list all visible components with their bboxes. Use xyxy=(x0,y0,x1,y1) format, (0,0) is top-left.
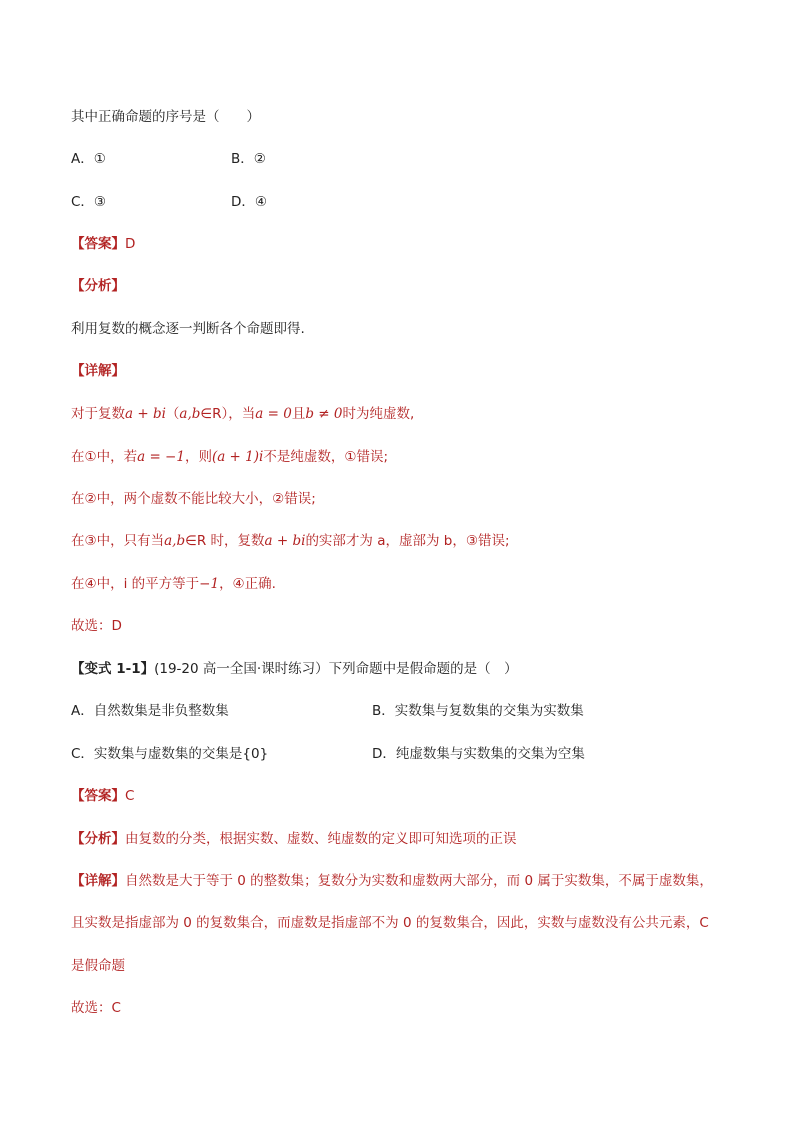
math-expression: (a + 1)i xyxy=(211,449,264,465)
text-segment: ∈R），当 xyxy=(200,406,256,422)
q1-analysis-text: 利用复数的概念逐一判断各个命题即得. xyxy=(71,321,305,337)
math-expression: a = −1 xyxy=(137,449,185,465)
text-segment: ∈R 时，复数 xyxy=(185,533,265,549)
question-stem: 其中正确命题的序号是（ ） xyxy=(71,109,260,125)
q2-option-d: D．纯虚数集与实数集的交集为空集 xyxy=(372,746,585,762)
q1-answer-value: D xyxy=(125,236,136,252)
text-segment: ，④正确. xyxy=(219,576,276,592)
math-expression: a,b xyxy=(164,533,186,549)
text-segment: 的实部才为 a，虚部为 b，③错误; xyxy=(305,533,510,549)
q2-analysis-text: 由复数的分类，根据实数、虚数、纯虚数的定义即可知选项的正误 xyxy=(125,831,517,847)
q2-option-c: C．实数集与虚数集的交集是{0} xyxy=(71,746,269,762)
q2-detail-line-1 xyxy=(71,872,713,890)
text-segment: 在③中，只有当 xyxy=(71,533,165,549)
q2-detail-line-3: 是假命题 xyxy=(71,958,125,974)
option-d: D．④ xyxy=(231,194,267,210)
text-segment: 在①中，若 xyxy=(71,449,138,465)
math-expression: a = 0 xyxy=(255,406,292,422)
q2-detail-text-1: 自然数是大于等于 0 的整数集；复数分为实数和虚数两大部分，而 0 属于实数集，不属于虚数集， xyxy=(125,873,713,889)
q2-analysis xyxy=(71,830,517,848)
q1-detail-label: 【详解】 xyxy=(71,363,125,379)
q1-answer-label: 【答案】 xyxy=(71,236,125,252)
q1-detail-line-3: 在②中，两个虚数不能比较大小，②错误; xyxy=(71,491,316,507)
q1-conclusion: 故选：D xyxy=(71,618,122,634)
text-segment: 不是纯虚数，①错误; xyxy=(263,449,388,465)
text-segment: （ xyxy=(165,406,180,422)
text-segment: 对于复数 xyxy=(71,406,125,422)
q1-detail-line-2 xyxy=(71,448,388,466)
math-expression: a + bi xyxy=(125,406,166,422)
q1-detail-line-5 xyxy=(71,575,276,593)
q2-analysis-label: 【分析】 xyxy=(71,831,125,847)
math-expression: −1 xyxy=(199,576,220,592)
q2-stem xyxy=(71,660,518,678)
text-segment: 在④中，i 的平方等于 xyxy=(71,576,200,592)
q2-answer-label: 【答案】 xyxy=(71,788,125,804)
q2-option-a: A．自然数集是非负整数集 xyxy=(71,703,229,719)
q1-analysis-label: 【分析】 xyxy=(71,278,125,294)
math-expression: a,b xyxy=(179,406,201,422)
q2-answer-value: C xyxy=(125,788,135,804)
math-expression: a + bi xyxy=(264,533,306,549)
q2-detail-label: 【详解】 xyxy=(71,873,125,889)
option-a: A．① xyxy=(71,151,106,167)
q2-option-b: B．实数集与复数集的交集为实数集 xyxy=(372,703,584,719)
q2-detail-line-2: 且实数是指虚部为 0 的复数集合，而虚数是指虚部不为 0 的复数集合，因此，实数与虚数没有公共元素，C xyxy=(71,915,709,931)
text-segment: 时为纯虚数, xyxy=(342,406,415,422)
q2-stem-text: (19-20 高一全国·课时练习）下列命题中是假命题的是（ ） xyxy=(154,661,518,677)
q2-answer xyxy=(71,787,134,805)
text-segment: 且 xyxy=(291,406,306,422)
q1-answer xyxy=(71,235,135,253)
q1-detail-line-4 xyxy=(71,532,510,550)
q2-stem-label: 【变式 1-1】 xyxy=(71,661,155,677)
q1-detail-line-1 xyxy=(71,405,414,423)
option-c: C．③ xyxy=(71,194,107,210)
option-b: B．② xyxy=(231,151,266,167)
math-expression: b ≠ 0 xyxy=(305,406,343,422)
text-segment: ，则 xyxy=(184,449,212,465)
q2-conclusion: 故选：C xyxy=(71,1000,121,1016)
